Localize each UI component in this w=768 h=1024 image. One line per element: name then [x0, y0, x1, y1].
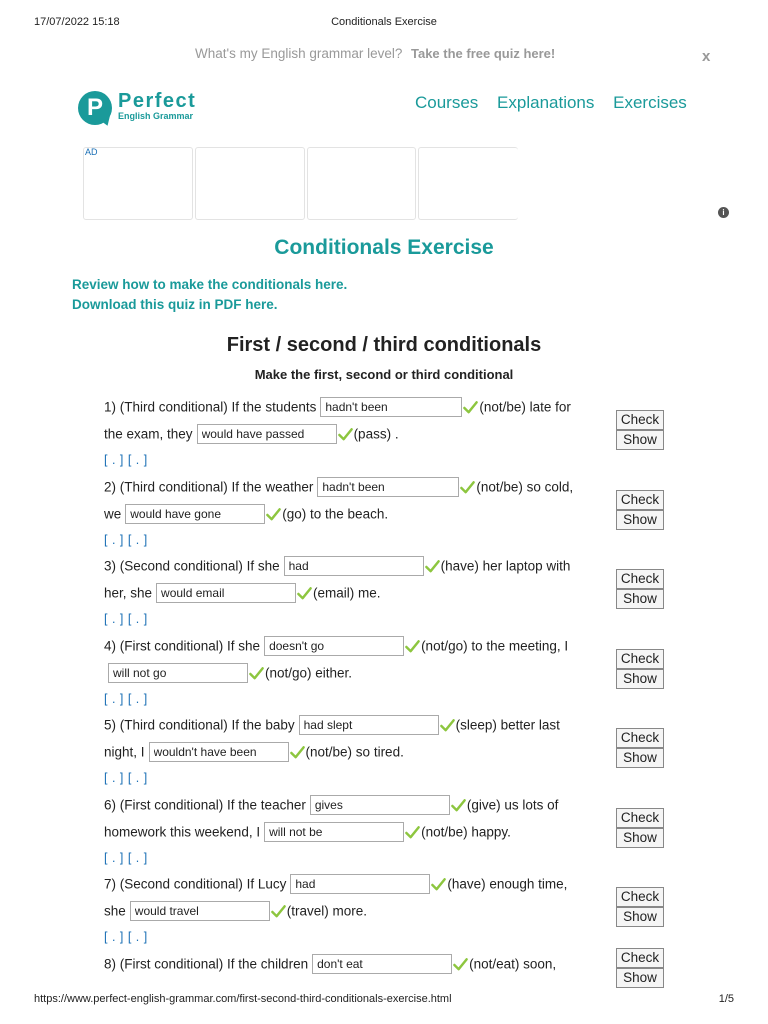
answer-input[interactable] [108, 663, 248, 683]
verb-hint: (not/be) so tired. [305, 744, 404, 760]
nav-explanations[interactable]: Explanations [497, 93, 595, 112]
question-line-2 [104, 582, 381, 604]
verb-hint: (sleep) better last [455, 717, 560, 733]
question-text: 8) (First conditional) If the children [104, 956, 309, 972]
verb-hint: (not/eat) soon, [469, 956, 557, 972]
question-line-1 [104, 714, 560, 736]
question-item [0, 555, 768, 634]
print-url: https://www.perfect-english-grammar.com/first-second-third-conditionals-exercise.html [34, 993, 452, 1005]
answer-input[interactable] [310, 795, 450, 815]
question-text: night, I [104, 744, 145, 760]
checkmark-icon [271, 904, 286, 919]
verb-hint: (not/be) happy. [421, 824, 511, 840]
question-text: 2) (Third conditional) If the weather [104, 479, 314, 495]
question-text: the exam, they [104, 426, 193, 442]
question-item [0, 873, 768, 952]
question-line-1 [104, 476, 573, 498]
show-button[interactable]: Show [616, 828, 664, 848]
question-line-1 [104, 396, 571, 418]
check-button[interactable]: Check [616, 948, 664, 968]
answer-input[interactable] [156, 583, 296, 603]
checkmark-icon [405, 639, 420, 654]
question-nav-markers[interactable]: [ . ] [ . ] [104, 930, 148, 944]
question-line-1 [104, 873, 567, 895]
question-line-2 [104, 741, 404, 763]
verb-hint: (give) us lots of [466, 797, 559, 813]
verb-hint: (not/go) either. [265, 665, 353, 681]
logo-subtitle: English Grammar [118, 111, 194, 121]
close-icon[interactable]: x [702, 48, 711, 65]
question-text: 5) (Third conditional) If the baby [104, 717, 295, 733]
show-button[interactable]: Show [616, 968, 664, 988]
logo-brand: Perfect [118, 90, 197, 112]
question-text: 7) (Second conditional) If Lucy [104, 876, 287, 892]
print-footer [0, 993, 768, 1009]
question-text: 6) (First conditional) If the teacher [104, 797, 306, 813]
check-button[interactable]: Check [616, 569, 664, 589]
check-button[interactable]: Check [616, 490, 664, 510]
question-text: her, she [104, 585, 153, 601]
print-header [0, 16, 768, 32]
checkmark-icon [451, 798, 466, 813]
question-text: 4) (First conditional) If she [104, 638, 261, 654]
question-line-1 [104, 953, 556, 975]
answer-input[interactable] [264, 822, 404, 842]
question-nav-markers[interactable]: [ . ] [ . ] [104, 612, 148, 626]
answer-input[interactable] [264, 636, 404, 656]
question-line-2 [104, 821, 511, 843]
checkmark-icon [405, 825, 420, 840]
nav-exercises[interactable]: Exercises [613, 93, 687, 112]
download-pdf-link[interactable]: Download this quiz in PDF here. [72, 297, 278, 312]
question-item [0, 635, 768, 714]
answer-input[interactable] [312, 954, 452, 974]
question-item [0, 950, 768, 1024]
check-button[interactable]: Check [616, 649, 664, 669]
question-line-1 [104, 635, 568, 657]
question-line-2 [104, 900, 367, 922]
show-button[interactable]: Show [616, 510, 664, 530]
show-button[interactable]: Show [616, 430, 664, 450]
question-nav-markers[interactable]: [ . ] [ . ] [104, 771, 148, 785]
checkmark-icon [266, 507, 281, 522]
answer-input[interactable] [290, 874, 430, 894]
checkmark-icon [290, 745, 305, 760]
checkmark-icon [460, 480, 475, 495]
answer-input[interactable] [317, 477, 459, 497]
verb-hint: (pass) . [353, 426, 399, 442]
question-line-2 [104, 423, 399, 445]
question-text: 1) (Third conditional) If the students [104, 399, 317, 415]
checkmark-icon [463, 400, 478, 415]
check-button[interactable]: Check [616, 410, 664, 430]
answer-input[interactable] [125, 504, 265, 524]
answer-input[interactable] [320, 397, 462, 417]
promo-question: What's my English grammar level? [195, 46, 403, 61]
ad-banner[interactable] [83, 147, 513, 220]
main-nav [415, 93, 701, 113]
show-button[interactable]: Show [616, 589, 664, 609]
check-button[interactable]: Check [616, 808, 664, 828]
ad-slot[interactable] [195, 147, 305, 220]
question-line-1 [104, 794, 558, 816]
question-line-2 [104, 503, 388, 525]
checkmark-icon [440, 718, 455, 733]
question-line-1 [104, 555, 570, 577]
answer-input[interactable] [130, 901, 270, 921]
question-line-2 [104, 662, 352, 684]
info-icon[interactable]: i [718, 207, 729, 218]
answer-input[interactable] [197, 424, 337, 444]
show-button[interactable]: Show [616, 907, 664, 927]
verb-hint: (email) me. [313, 585, 381, 601]
question-item [0, 476, 768, 555]
ad-slot[interactable] [83, 147, 193, 220]
question-text: 3) (Second conditional) If she [104, 558, 280, 574]
promo-bar [0, 46, 768, 64]
show-button[interactable]: Show [616, 669, 664, 689]
logo-p-icon: P [78, 91, 112, 125]
verb-hint: (go) to the beach. [282, 506, 389, 522]
page-number: 1/5 [718, 993, 734, 1005]
print-date: 17/07/2022 15:18 [34, 16, 120, 28]
page-title: Conditionals Exercise [274, 236, 494, 259]
checkmark-icon [338, 427, 353, 442]
checkmark-icon [453, 957, 468, 972]
resource-links [72, 275, 347, 315]
answer-input[interactable] [149, 742, 289, 762]
checkmark-icon [249, 666, 264, 681]
print-title: Conditionals Exercise [331, 16, 437, 28]
check-button[interactable]: Check [616, 728, 664, 748]
verb-hint: (have) her laptop with [440, 558, 571, 574]
question-text: homework this weekend, I [104, 824, 261, 840]
checkmark-icon [297, 586, 312, 601]
question-nav-markers[interactable]: [ . ] [ . ] [104, 533, 148, 547]
show-button[interactable]: Show [616, 748, 664, 768]
verb-hint: (not/go) to the meeting, I [421, 638, 569, 654]
verb-hint: (not/be) so cold, [476, 479, 574, 495]
question-text: she [104, 903, 126, 919]
checkmark-icon [425, 559, 440, 574]
ad-slot[interactable] [418, 147, 518, 220]
check-button[interactable]: Check [616, 887, 664, 907]
question-nav-markers[interactable]: [ . ] [ . ] [104, 692, 148, 706]
question-item [0, 714, 768, 793]
verb-hint: (not/be) late for [479, 399, 571, 415]
question-item [0, 794, 768, 873]
ad-slot[interactable] [307, 147, 416, 220]
verb-hint: (travel) more. [286, 903, 368, 919]
section-title: First / second / third conditionals [226, 334, 542, 356]
question-item [0, 396, 768, 475]
quiz-link[interactable]: Take the free quiz here! [411, 46, 556, 61]
answer-input[interactable] [284, 556, 424, 576]
question-nav-markers[interactable]: [ . ] [ . ] [104, 851, 148, 865]
ad-label: AD [85, 147, 98, 157]
checkmark-icon [431, 877, 446, 892]
answer-input[interactable] [299, 715, 439, 735]
question-nav-markers[interactable]: [ . ] [ . ] [104, 453, 148, 467]
site-logo[interactable] [78, 89, 208, 129]
review-link[interactable]: Review how to make the conditionals here. [72, 277, 348, 292]
nav-courses[interactable]: Courses [415, 93, 479, 112]
instructions: Make the first, second or third conditional [254, 367, 514, 382]
verb-hint: (have) enough time, [447, 876, 568, 892]
question-text: we [104, 506, 122, 522]
